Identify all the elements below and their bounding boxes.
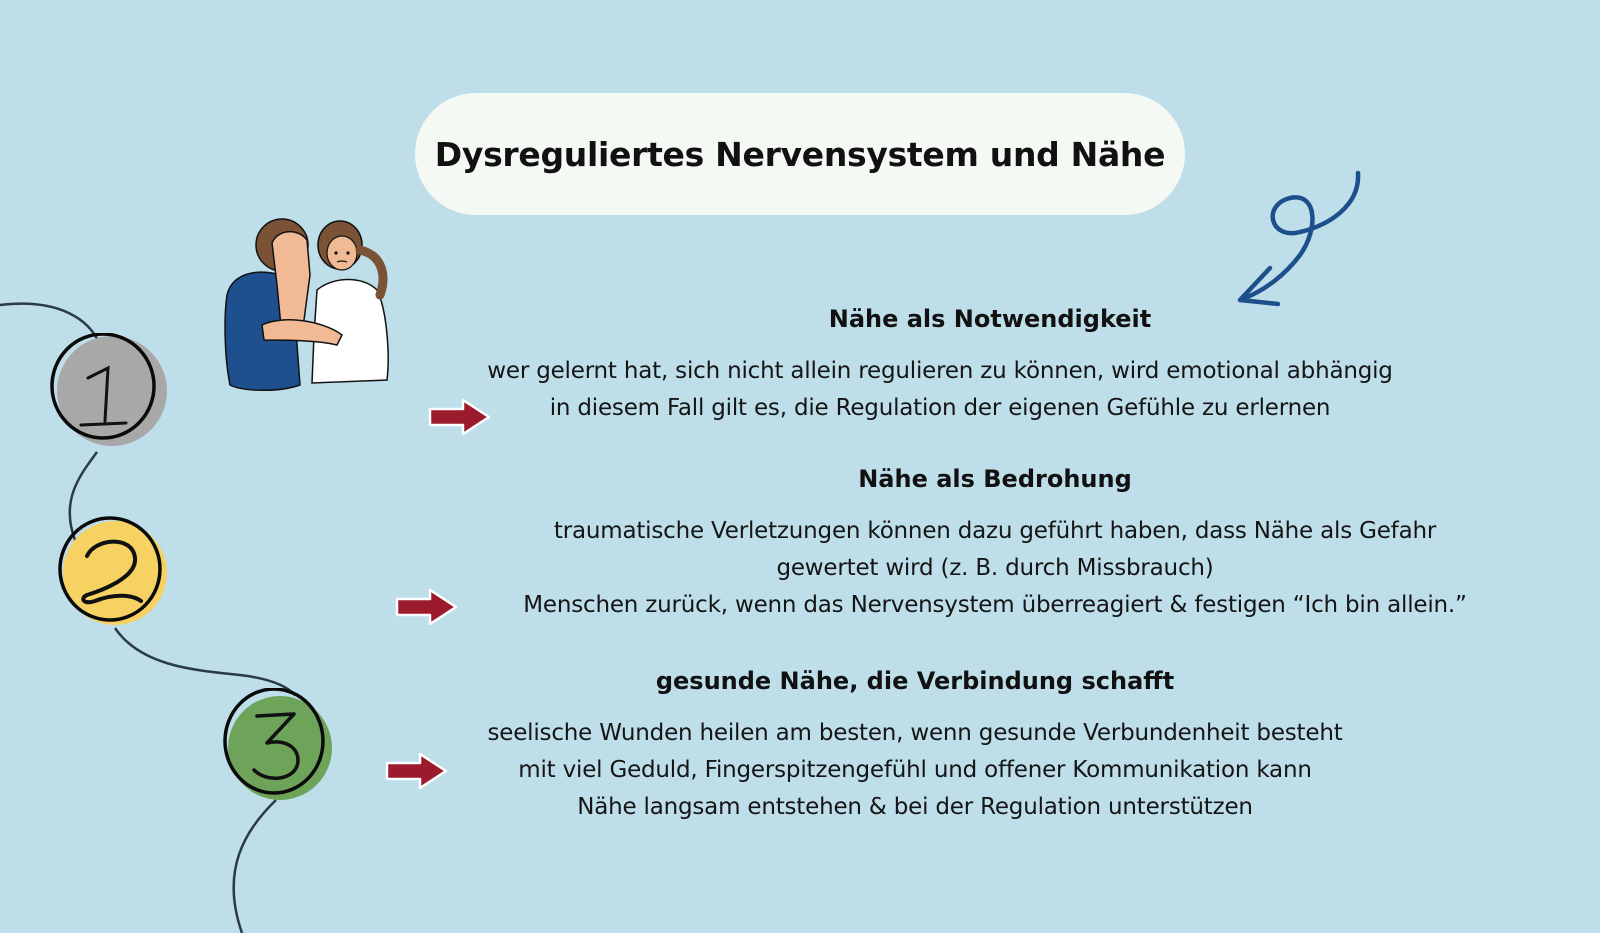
section-gesunde-naehe <box>420 665 1410 826</box>
step-2-number-badge <box>55 513 170 628</box>
section-text-line: Nähe langsam entstehen & bei der Regulation unterstützen <box>577 794 1253 820</box>
page-title: Dysreguliertes Nervensystem und Nähe <box>434 134 1166 174</box>
curly-arrow-icon <box>1240 173 1358 304</box>
section-text-line: in diesem Fall gilt es, die Regulation der eigenen Gefühle zu erlernen <box>549 395 1331 421</box>
step-3-number-badge <box>222 688 337 803</box>
section-naehe-als-notwendigkeit <box>440 303 1440 427</box>
section-heading: gesunde Nähe, die Verbindung schafft <box>655 667 1175 695</box>
section-text-line: seelische Wunden heilen am besten, wenn gesunde Verbundenheit besteht <box>487 720 1343 746</box>
red-right-arrow-icon <box>384 751 450 791</box>
section-text-line: Menschen zurück, wenn das Nervensystem überreagiert & festigen “Ich bin allein.” <box>523 592 1467 618</box>
red-right-arrow-icon <box>427 397 493 437</box>
comforting-couple-illustration <box>222 215 397 395</box>
section-text-line: wer gelernt hat, sich nicht allein regulieren zu können, wird emotional abhängig <box>487 358 1393 384</box>
section-heading: Nähe als Bedrohung <box>858 465 1132 493</box>
section-naehe-als-bedrohung <box>470 463 1520 624</box>
section-text-line: gewertet wird (z. B. durch Missbrauch) <box>776 555 1214 581</box>
section-text-line: mit viel Geduld, Fingerspitzengefühl und offener Kommunikation kann <box>518 757 1312 783</box>
red-right-arrow-icon <box>394 587 460 627</box>
section-text-line: traumatische Verletzungen können dazu geführt haben, dass Nähe als Gefahr <box>553 518 1437 544</box>
section-heading: Nähe als Notwendigkeit <box>828 305 1152 333</box>
step-1-number-badge <box>48 333 168 448</box>
title-banner <box>415 93 1185 215</box>
